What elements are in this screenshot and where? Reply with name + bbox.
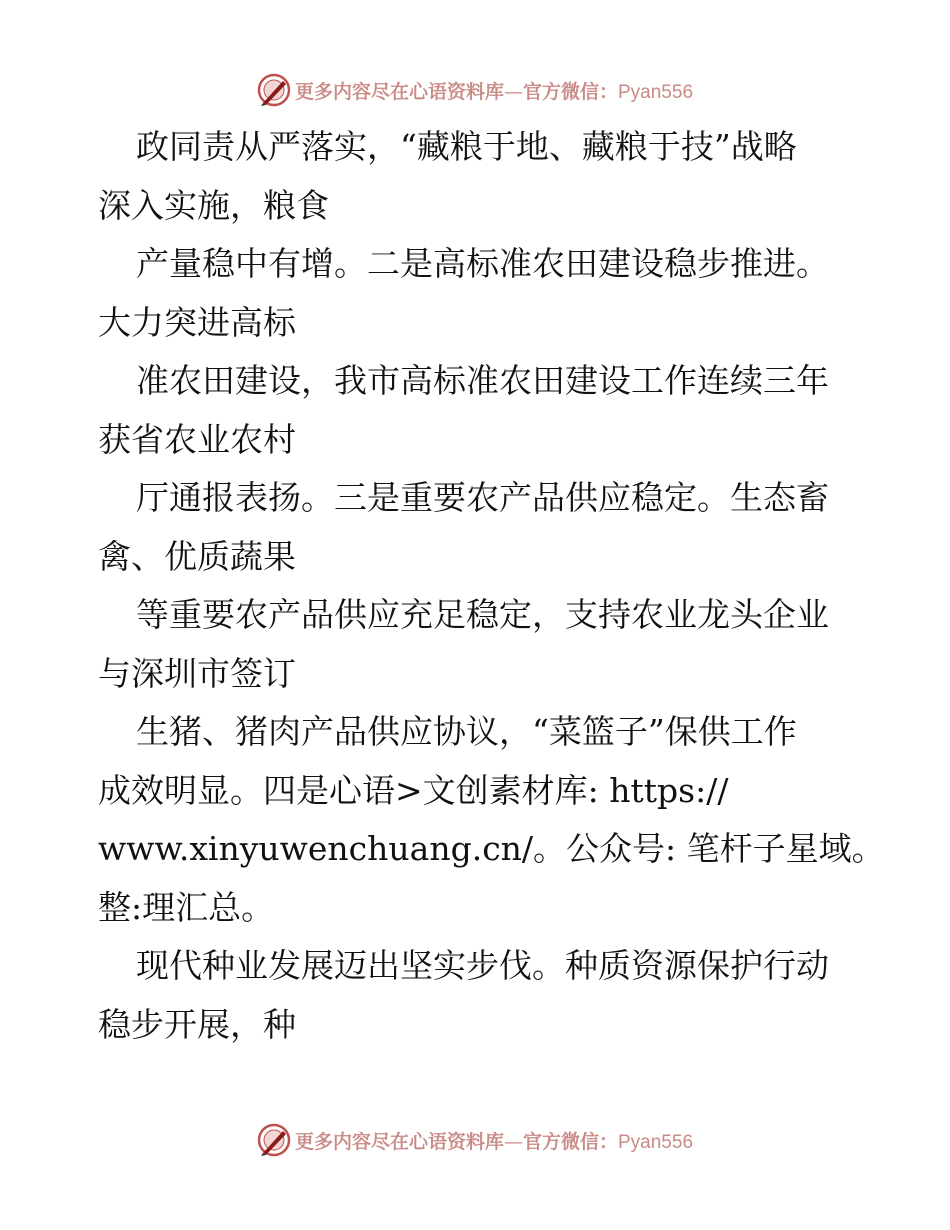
footer-separator: — xyxy=(503,1130,523,1153)
text-line: 现代种业发展迈出坚实步伐。种质资源保护行动 xyxy=(136,946,829,985)
document-body xyxy=(98,118,885,1054)
footer-brand-text: 更多内容尽在心语资料库 xyxy=(294,1130,504,1153)
footer-brand xyxy=(295,1127,693,1154)
text-line: 禽、优质蔬果 xyxy=(98,536,296,576)
header-banner xyxy=(0,70,950,110)
text-line: 稳步开展，种 xyxy=(98,1004,296,1044)
header-wechat-label: 官方微信： xyxy=(522,80,618,103)
text-line: 准农田建设，我市高标准农田建设工作连续三年 xyxy=(136,361,829,400)
text-line: 成效明显。四是心语>文创素材库: https:// xyxy=(98,770,729,810)
header-wechat-id: Pyan556 xyxy=(618,81,694,103)
text-line: www.xinyuwenchuang.cn/。公众号: 笔杆子星域。 xyxy=(98,829,885,868)
text-line: 政同责从严落实，“藏粮于地、藏粮于技”战略 xyxy=(136,127,797,166)
footer-wechat-id: Pyan556 xyxy=(618,1131,694,1153)
header-brand-text: 更多内容尽在心语资料库 xyxy=(294,80,504,103)
text-line: 厅通报表扬。三是重要农产品供应稳定。生态畜 xyxy=(136,478,829,517)
text-line: 整:理汇总。 xyxy=(98,887,275,927)
pen-logo-icon xyxy=(257,1123,291,1157)
text-line: 与深圳市签订 xyxy=(98,653,296,693)
text-line: 获省农业农村 xyxy=(98,419,296,459)
text-line: 等重要农产品供应充足稳定，支持农业龙头企业 xyxy=(136,595,829,634)
header-brand xyxy=(295,77,693,104)
header-separator: — xyxy=(503,80,523,103)
text-line: 深入实施，粮食 xyxy=(98,185,329,225)
text-line: 大力突进高标 xyxy=(98,302,296,342)
footer-wechat-label: 官方微信： xyxy=(522,1130,618,1153)
text-line: 生猪、猪肉产品供应协议，“菜篮子”保供工作 xyxy=(136,712,797,751)
pen-logo-icon xyxy=(257,73,291,107)
text-line: 产量稳中有增。二是高标准农田建设稳步推进。 xyxy=(136,244,829,283)
footer-banner xyxy=(0,1120,950,1160)
